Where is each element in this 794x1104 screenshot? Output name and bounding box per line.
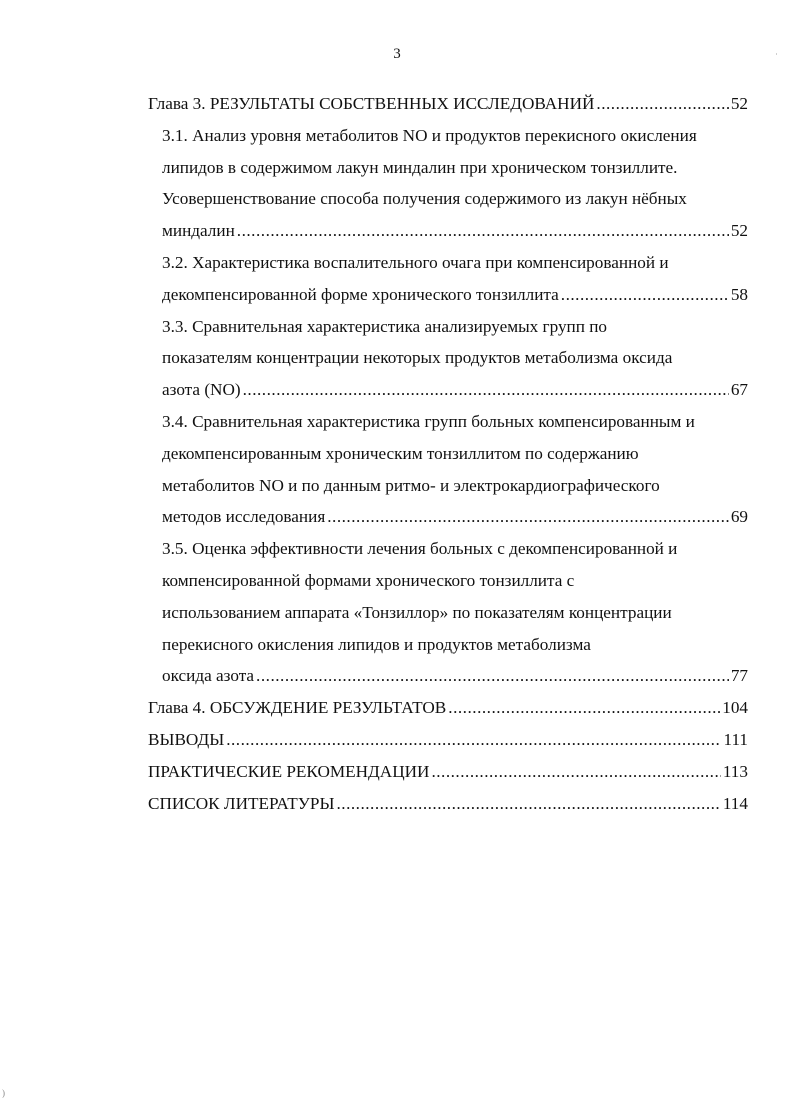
- toc-line: [162, 311, 748, 343]
- toc-section-entry: [162, 533, 748, 692]
- toc-chapter-entry: [148, 724, 748, 756]
- toc-page-number: 58: [730, 284, 748, 304]
- toc-entry-title: компенсированной формами хронического тонзиллита с: [162, 570, 575, 590]
- dot-leader: [256, 660, 729, 692]
- toc-line: [162, 183, 748, 215]
- toc-entry-title: Глава 3. РЕЗУЛЬТАТЫ СОБСТВЕННЫХ ИССЛЕДОВАНИЙ: [148, 94, 595, 113]
- toc-line: [162, 597, 748, 629]
- toc-page-number: 104: [722, 698, 748, 718]
- toc-line: [162, 120, 748, 152]
- toc-line: [162, 533, 748, 565]
- toc-entry-title: липидов в содержимом лакун миндалин при хроническом тонзиллите.: [162, 157, 678, 177]
- toc-entry-title: 3.3. Сравнительная характеристика анализируемых групп по: [162, 316, 608, 336]
- toc-entry-title: 3.1. Анализ уровня метаболитов NO и продуктов перекисного окисления: [162, 125, 697, 145]
- toc-chapter-entry: [148, 788, 748, 820]
- dot-leader: [237, 215, 729, 247]
- toc-section-entry: [162, 311, 748, 406]
- toc-line: [162, 406, 748, 438]
- toc-section-entry: [162, 247, 748, 311]
- dot-leader: [561, 279, 729, 311]
- dot-leader: [243, 374, 729, 406]
- toc-entry-title: ВЫВОДЫ: [148, 729, 225, 749]
- dot-leader: [226, 724, 721, 756]
- toc-entry-title: азота (NO): [162, 380, 241, 400]
- toc-chapter-entry: [148, 88, 748, 120]
- toc-line: [162, 152, 748, 184]
- toc-page-number: 113: [722, 761, 748, 781]
- toc-page-number: 52: [730, 221, 748, 241]
- dot-leader: [431, 756, 720, 788]
- toc-line: [148, 692, 748, 724]
- toc-chapter-entry: [148, 756, 748, 788]
- toc-entry-title: 3.2. Характеристика воспалительного очага при компенсированной и: [162, 252, 669, 272]
- toc-line: [162, 247, 748, 279]
- toc-chapter-entry: [148, 692, 748, 724]
- toc-line: [148, 756, 748, 788]
- toc-line: [148, 88, 748, 120]
- toc-entry-title: 3.4. Сравнительная характеристика групп больных компенсированным и: [162, 411, 695, 431]
- toc-entry-title: СПИСОК ЛИТЕРАТУРЫ: [148, 793, 335, 813]
- dot-leader: [336, 788, 720, 820]
- toc-entry-title: декомпенсированной форме хронического тонзиллита: [162, 284, 559, 304]
- toc-entry-title: миндалин: [162, 221, 235, 241]
- toc-entry-title: использованием аппарата «Тонзиллор» по показателям концентрации: [162, 602, 672, 622]
- toc-entry-title: декомпенсированным хроническим тонзиллитом по содержанию: [162, 443, 639, 463]
- toc-entry-title: 3.5. Оценка эффективности лечения больных с декомпенсированной и: [162, 539, 678, 559]
- toc-line: [162, 342, 748, 374]
- toc-entry-title: Глава 4. ОБСУЖДЕНИЕ РЕЗУЛЬТАТОВ: [148, 698, 447, 718]
- toc-section-entry: [162, 120, 748, 247]
- dot-leader: [596, 88, 728, 120]
- toc-page-number: 67: [730, 380, 748, 400]
- scan-mark: ): [2, 1088, 5, 1098]
- toc-page-number: 114: [722, 793, 748, 813]
- dot-leader: [327, 501, 729, 533]
- toc-line: [162, 279, 748, 311]
- toc-page-number: 77: [730, 666, 748, 686]
- table-of-contents: [0, 88, 794, 819]
- toc-line: [162, 438, 748, 470]
- scan-mark: ʿ: [775, 52, 778, 62]
- page-number: 3: [393, 46, 401, 62]
- toc-page-number: 111: [723, 729, 748, 749]
- toc-entry-title: ПРАКТИЧЕСКИЕ РЕКОМЕНДАЦИИ: [148, 761, 430, 781]
- dot-leader: [448, 692, 720, 724]
- toc-line: [162, 470, 748, 502]
- toc-entry-title: Усовершенствование способа получения содержимого из лакун нёбных: [162, 189, 687, 209]
- toc-line: [162, 629, 748, 661]
- toc-entry-title: метаболитов NO и по данным ритмо- и электрокардиографического: [162, 475, 660, 495]
- toc-section-entry: [162, 406, 748, 533]
- toc-entry-title: оксида азота: [162, 666, 255, 686]
- toc-line: [162, 660, 748, 692]
- toc-page-number: 69: [730, 507, 748, 527]
- toc-line: [162, 215, 748, 247]
- toc-line: [148, 788, 748, 820]
- toc-entry-title: показателям концентрации некоторых продуктов метаболизма оксида: [162, 348, 673, 368]
- toc-line: [148, 724, 748, 756]
- toc-entry-title: перекисного окисления липидов и продуктов метаболизма: [162, 634, 591, 654]
- toc-line: [162, 501, 748, 533]
- toc-line: [162, 374, 748, 406]
- toc-line: [162, 565, 748, 597]
- toc-page-number: 52: [730, 94, 748, 113]
- toc-entry-title: методов исследования: [162, 507, 326, 527]
